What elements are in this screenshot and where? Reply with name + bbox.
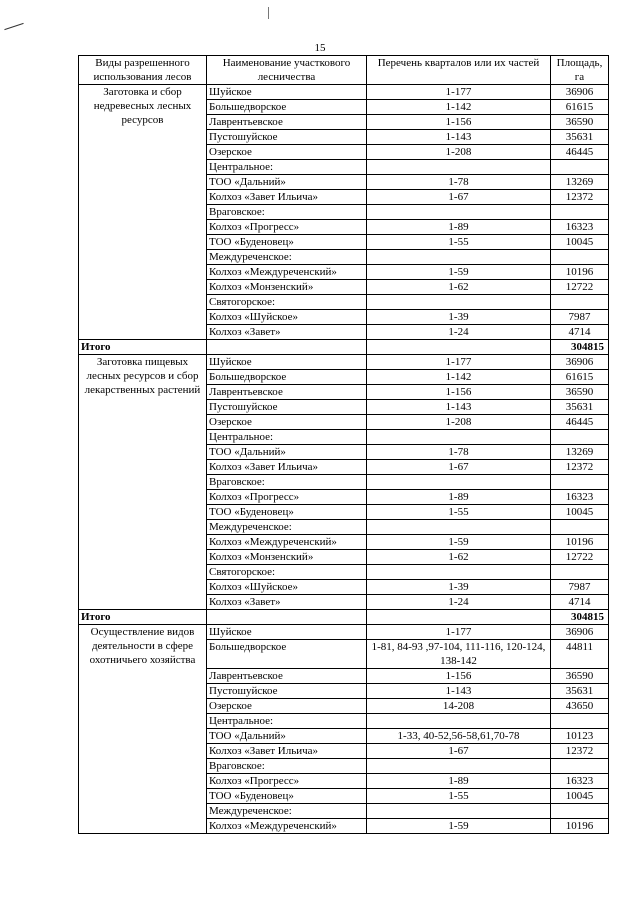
area-cell: 4714 [551, 595, 609, 610]
quarters-cell [367, 804, 551, 819]
forestry-name-cell: Колхоз «Завет Ильича» [207, 190, 367, 205]
quarters-cell [367, 430, 551, 445]
area-cell: 13269 [551, 175, 609, 190]
quarters-cell: 1-177 [367, 625, 551, 640]
area-cell: 36590 [551, 385, 609, 400]
forestry-name-cell: Шуйское [207, 625, 367, 640]
quarters-cell [367, 295, 551, 310]
forestry-name-cell: Пустошуйское [207, 400, 367, 415]
forestry-name-cell: Озерское [207, 145, 367, 160]
forestry-name-cell: ТОО «Дальний» [207, 729, 367, 744]
area-cell [551, 520, 609, 535]
area-cell: 16323 [551, 774, 609, 789]
quarters-cell [367, 205, 551, 220]
total-label: Итого [79, 610, 207, 625]
forestry-name-cell: ТОО «Буденовец» [207, 235, 367, 250]
forestry-name-cell: Междуреченское: [207, 804, 367, 819]
area-cell [551, 759, 609, 774]
area-cell: 43650 [551, 699, 609, 714]
forestry-name-cell: Враговское: [207, 205, 367, 220]
quarters-cell: 14-208 [367, 699, 551, 714]
area-cell: 7987 [551, 310, 609, 325]
area-cell: 36590 [551, 115, 609, 130]
use-kind-cell: Заготовка пищевых лесных ресурсов и сбор лекарственных растений [79, 355, 207, 610]
forestry-name-cell: Междуреченское: [207, 250, 367, 265]
forestry-name-cell: ТОО «Буденовец» [207, 505, 367, 520]
area-cell: 35631 [551, 400, 609, 415]
header-row [79, 56, 609, 85]
area-cell: 10045 [551, 235, 609, 250]
forestry-name-cell: Центральное: [207, 160, 367, 175]
quarters-cell: 1-89 [367, 490, 551, 505]
quarters-cell: 1-78 [367, 175, 551, 190]
total-label: Итого [79, 340, 207, 355]
quarters-cell: 1-156 [367, 385, 551, 400]
area-cell: 36906 [551, 625, 609, 640]
area-cell: 10045 [551, 789, 609, 804]
forestry-name-cell: Озерское [207, 415, 367, 430]
forestry-name-cell: Лаврентьевское [207, 669, 367, 684]
permitted-use-table [78, 55, 609, 834]
quarters-cell: 1-208 [367, 415, 551, 430]
forestry-name-cell: Колхоз «Монзенский» [207, 550, 367, 565]
area-cell: 7987 [551, 580, 609, 595]
area-cell [551, 475, 609, 490]
quarters-cell [367, 250, 551, 265]
empty-cell [367, 610, 551, 625]
area-cell: 46445 [551, 415, 609, 430]
area-cell [551, 205, 609, 220]
area-cell: 12722 [551, 280, 609, 295]
forestry-name-cell: Святогорское: [207, 565, 367, 580]
quarters-cell [367, 475, 551, 490]
area-cell: 10123 [551, 729, 609, 744]
area-cell [551, 295, 609, 310]
header-area: Площадь, га [551, 56, 609, 85]
area-cell: 36906 [551, 355, 609, 370]
forestry-name-cell: Колхоз «Шуйское» [207, 310, 367, 325]
area-cell: 12372 [551, 744, 609, 759]
forestry-name-cell: Колхоз «Шуйское» [207, 580, 367, 595]
area-cell: 13269 [551, 445, 609, 460]
table-body [79, 85, 609, 834]
forestry-name-cell: Святогорское: [207, 295, 367, 310]
area-cell [551, 430, 609, 445]
area-cell: 10045 [551, 505, 609, 520]
forestry-name-cell: Колхоз «Междуреченский» [207, 535, 367, 550]
total-area: 304815 [551, 340, 609, 355]
forestry-name-cell: Пустошуйское [207, 130, 367, 145]
area-cell: 46445 [551, 145, 609, 160]
quarters-cell: 1-89 [367, 774, 551, 789]
quarters-cell: 1-208 [367, 145, 551, 160]
area-cell: 16323 [551, 220, 609, 235]
area-cell [551, 714, 609, 729]
table-row [79, 85, 609, 100]
forestry-name-cell: Большедворское [207, 100, 367, 115]
quarters-cell [367, 714, 551, 729]
quarters-cell: 1-59 [367, 819, 551, 834]
area-cell: 35631 [551, 684, 609, 699]
forestry-name-cell: Колхоз «Прогресс» [207, 774, 367, 789]
area-cell: 61615 [551, 100, 609, 115]
use-kind-cell: Осуществление видов деятельности в сфере охотничьего хозяйства [79, 625, 207, 834]
quarters-cell: 1-142 [367, 370, 551, 385]
forestry-name-cell: Большедворское [207, 640, 367, 669]
forestry-name-cell: Враговское: [207, 759, 367, 774]
area-cell [551, 565, 609, 580]
area-cell: 16323 [551, 490, 609, 505]
forestry-name-cell: ТОО «Дальний» [207, 445, 367, 460]
quarters-cell: 1-177 [367, 85, 551, 100]
forestry-name-cell: Колхоз «Монзенский» [207, 280, 367, 295]
use-kind-cell: Заготовка и сбор недревесных лесных ресурсов [79, 85, 207, 340]
header-kind: Виды разрешенного использования лесов [79, 56, 207, 85]
quarters-cell: 1-143 [367, 684, 551, 699]
quarters-cell [367, 520, 551, 535]
quarters-cell: 1-55 [367, 789, 551, 804]
quarters-cell: 1-24 [367, 325, 551, 340]
quarters-cell: 1-89 [367, 220, 551, 235]
quarters-cell: 1-33, 40-52,56-58,61,70-78 [367, 729, 551, 744]
quarters-cell: 1-67 [367, 744, 551, 759]
area-cell [551, 804, 609, 819]
forestry-name-cell: Враговское: [207, 475, 367, 490]
quarters-cell [367, 160, 551, 175]
empty-cell [367, 340, 551, 355]
table-row [79, 625, 609, 640]
forestry-name-cell: Колхоз «Междуреченский» [207, 819, 367, 834]
quarters-cell: 1-39 [367, 310, 551, 325]
forestry-name-cell: Озерское [207, 699, 367, 714]
quarters-cell: 1-177 [367, 355, 551, 370]
forestry-name-cell: Центральное: [207, 714, 367, 729]
area-cell: 10196 [551, 535, 609, 550]
quarters-cell: 1-142 [367, 100, 551, 115]
area-cell [551, 250, 609, 265]
area-cell [551, 160, 609, 175]
forestry-name-cell: Лаврентьевское [207, 115, 367, 130]
header-forestry: Наименование участкового лесничества [207, 56, 367, 85]
forestry-name-cell: Колхоз «Завет» [207, 595, 367, 610]
quarters-cell: 1-78 [367, 445, 551, 460]
area-cell: 10196 [551, 265, 609, 280]
quarters-cell [367, 759, 551, 774]
quarters-cell: 1-59 [367, 265, 551, 280]
total-area: 304815 [551, 610, 609, 625]
quarters-cell: 1-24 [367, 595, 551, 610]
area-cell: 12372 [551, 190, 609, 205]
table-row [79, 355, 609, 370]
forestry-name-cell: Центральное: [207, 430, 367, 445]
area-cell: 61615 [551, 370, 609, 385]
forestry-name-cell: Шуйское [207, 355, 367, 370]
quarters-cell: 1-156 [367, 115, 551, 130]
forestry-name-cell: ТОО «Буденовец» [207, 789, 367, 804]
area-cell: 36906 [551, 85, 609, 100]
forestry-name-cell: Пустошуйское [207, 684, 367, 699]
forestry-name-cell: Лаврентьевское [207, 385, 367, 400]
area-cell: 36590 [551, 669, 609, 684]
forestry-name-cell: Большедворское [207, 370, 367, 385]
quarters-cell: 1-67 [367, 460, 551, 475]
area-cell: 4714 [551, 325, 609, 340]
quarters-cell [367, 565, 551, 580]
area-cell: 12372 [551, 460, 609, 475]
area-cell: 10196 [551, 819, 609, 834]
forestry-name-cell: Колхоз «Завет» [207, 325, 367, 340]
forestry-name-cell: Колхоз «Междуреченский» [207, 265, 367, 280]
empty-cell [207, 610, 367, 625]
quarters-cell: 1-81, 84-93 ,97-104, 111-116, 120-124, 138-142 [367, 640, 551, 669]
quarters-cell: 1-55 [367, 505, 551, 520]
empty-cell [207, 340, 367, 355]
quarters-cell: 1-55 [367, 235, 551, 250]
forestry-name-cell: ТОО «Дальний» [207, 175, 367, 190]
total-row [79, 610, 609, 625]
quarters-cell: 1-67 [367, 190, 551, 205]
total-row [79, 340, 609, 355]
forestry-name-cell: Междуреченское: [207, 520, 367, 535]
quarters-cell: 1-143 [367, 400, 551, 415]
forestry-name-cell: Колхоз «Прогресс» [207, 490, 367, 505]
quarters-cell: 1-59 [367, 535, 551, 550]
forestry-name-cell: Колхоз «Прогресс» [207, 220, 367, 235]
tick-mark [268, 7, 269, 19]
quarters-cell: 1-62 [367, 550, 551, 565]
area-cell: 12722 [551, 550, 609, 565]
area-cell: 44811 [551, 640, 609, 669]
scan-mark [4, 23, 23, 30]
area-cell: 35631 [551, 130, 609, 145]
quarters-cell: 1-39 [367, 580, 551, 595]
quarters-cell: 1-62 [367, 280, 551, 295]
header-quarters: Перечень кварталов или их частей [367, 56, 551, 85]
forestry-name-cell: Колхоз «Завет Ильича» [207, 460, 367, 475]
forestry-name-cell: Колхоз «Завет Ильича» [207, 744, 367, 759]
page-number: 15 [314, 42, 326, 54]
quarters-cell: 1-143 [367, 130, 551, 145]
forestry-name-cell: Шуйское [207, 85, 367, 100]
quarters-cell: 1-156 [367, 669, 551, 684]
